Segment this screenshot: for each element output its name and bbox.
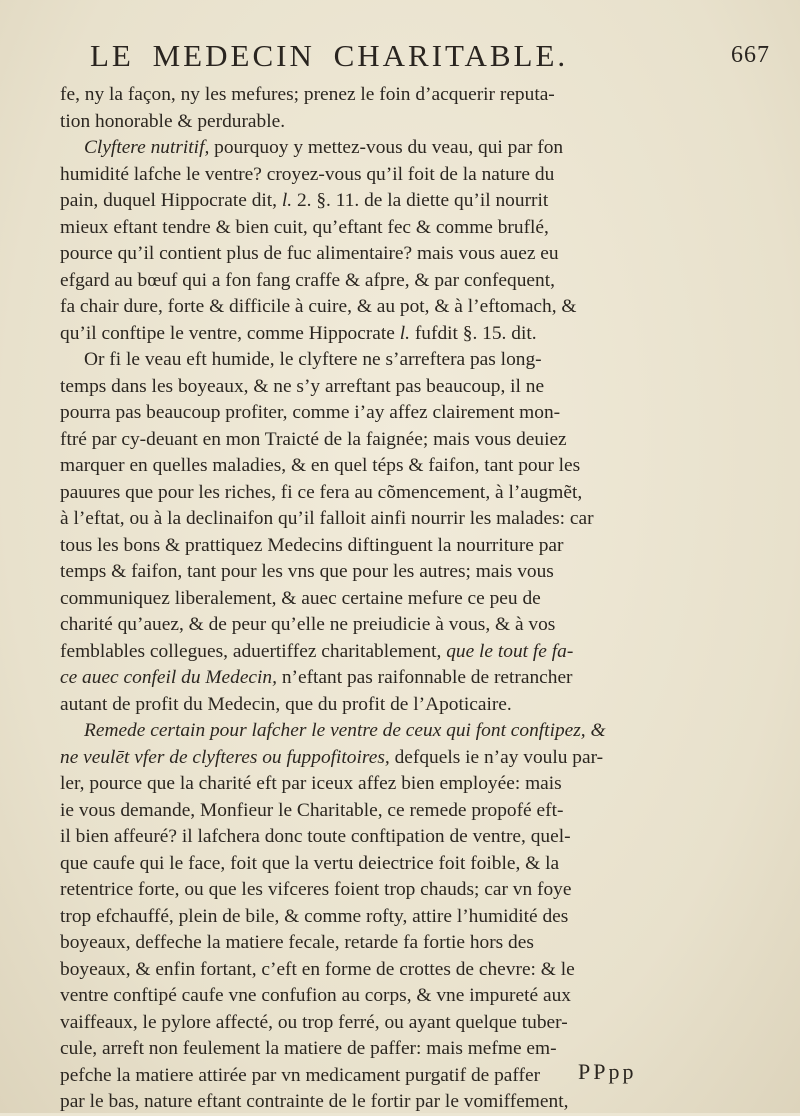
text-line [60, 241, 750, 268]
text-line [60, 851, 750, 878]
text-line [60, 374, 750, 401]
text-span: à l’eftat, ou à la declinaifon qu’il falloit ainfi nourrir les malades: car [60, 508, 594, 529]
text-span: autant de profit du Medecin, que du profit de l’Apoticaire. [60, 693, 512, 715]
text-span: par le bas, nature eftant contrainte de le fortir par le vomiffement, [60, 1091, 569, 1112]
text-line [60, 533, 750, 560]
text-line [60, 718, 750, 745]
text-span: communiquez liberalement, & auec certaine mefure ce peu de [60, 587, 541, 609]
text-line [60, 930, 750, 957]
text-span: fufdit §. 15. dit. [410, 322, 537, 344]
page-header [80, 38, 770, 78]
text-line [60, 188, 750, 215]
text-line [60, 427, 750, 454]
text-span: pauures que pour les riches, fi ce fera au cõmencement, à l’augmẽt, [60, 481, 583, 503]
text-line [60, 1063, 750, 1090]
text-line [60, 983, 750, 1010]
text-line [60, 1089, 750, 1116]
text-span: temps dans les boyeaux, & ne s’y arreftant pas beaucoup, il ne [60, 375, 545, 397]
text-line [60, 1036, 750, 1063]
text-span: efgard au bœuf qui a fon fang craffe & afpre, & par confequent, [60, 269, 555, 291]
italic-text-span: que le tout fe fa- [446, 640, 574, 662]
text-line [60, 824, 750, 851]
body-text [60, 82, 750, 1116]
italic-text-span: ce auec confeil du Medecin, [60, 667, 277, 688]
text-line [60, 1010, 750, 1037]
text-span: temps & faifon, tant pour les vns que pour les autres; mais vous [60, 561, 554, 582]
text-span: Or fi le veau eft humide, le clyftere ne s’arreftera pas long- [84, 349, 542, 370]
signature-mark: PPpp [578, 1059, 637, 1084]
text-line [60, 612, 750, 639]
text-span: tion honorable & perdurable. [60, 110, 286, 132]
text-line [60, 559, 750, 586]
text-span: ventre conftipé caufe vne confufion au corps, & vne impureté aux [60, 985, 571, 1006]
text-span: fe, ny la façon, ny les mefures; prenez le foin d’acquerir reputa- [60, 84, 555, 105]
text-line [60, 665, 750, 692]
text-line [60, 453, 750, 480]
italic-text-span: Remede certain pour lafcher le ventre de ceux qui font conftipez, & [84, 720, 606, 741]
italic-text-span: ne veulēt vfer de clyfteres ou fuppofitoires, [60, 746, 390, 768]
text-line [60, 692, 750, 719]
text-span: vaiffeaux, le pylore affecté, ou trop ferré, ou ayant quelque tuber- [60, 1011, 568, 1033]
text-line [60, 506, 750, 533]
text-span: boyeaux, & enfin fortant, c’eft en forme de crottes de chevre: & le [60, 958, 575, 980]
text-line [60, 347, 750, 374]
text-line [60, 904, 750, 931]
text-line [60, 82, 750, 109]
text-span: pource qu’il contient plus de fuc alimentaire? mais vous auez eu [60, 243, 559, 264]
text-line [60, 294, 750, 321]
text-span: pain, duquel Hippocrate dit, [60, 190, 282, 211]
text-span: pourquoy y mettez-vous du veau, qui par fon [209, 137, 564, 158]
text-line [60, 215, 750, 242]
text-span: ie vous demande, Monfieur le Charitable, ce remede propofé eft- [60, 799, 564, 821]
text-span: pourra pas beaucoup profiter, comme i’ay affez clairement mon- [60, 402, 561, 423]
text-line [60, 771, 750, 798]
text-span: 2. §. 11. de la diette qu’il nourrit [292, 190, 549, 211]
text-line [60, 745, 750, 772]
text-span: humidité lafche le ventre? croyez-vous qu’il foit de la nature du [60, 163, 555, 185]
text-span: femblables collegues, aduertiffez charitablement, [60, 640, 447, 662]
text-span: qu’il conftipe le ventre, comme Hippocrate [60, 322, 400, 344]
text-line [60, 135, 750, 162]
text-span: defquels ie n’ay voulu par- [389, 746, 604, 768]
text-line [60, 400, 750, 427]
italic-text-span: Clyftere nutritif, [84, 137, 210, 158]
page-number: 667 [731, 42, 770, 68]
italic-text-span: l. [399, 322, 410, 344]
text-line [60, 109, 750, 136]
text-span: mieux eftant tendre & bien cuit, qu’eftant fec & comme bruflé, [60, 216, 549, 238]
text-span: il bien affeuré? il lafchera donc toute conftipation de ventre, quel- [60, 826, 571, 847]
text-span: cule, arreft non feulement la matiere de paffer: mais mefme em- [60, 1038, 557, 1059]
text-line [60, 268, 750, 295]
text-line [60, 798, 750, 825]
text-span: marquer en quelles maladies, & en quel téps & faifon, tant pour les [60, 455, 581, 476]
text-span: que caufe qui le face, foit que la vertu deiectrice foit foible, & la [60, 852, 560, 874]
text-line [60, 162, 750, 189]
text-span: boyeaux, deffeche la matiere fecale, retarde fa fortie hors des [60, 932, 534, 953]
text-span: charité qu’auez, & de peur qu’elle ne preiudicie à vous, & à vos [60, 614, 556, 635]
running-title: LE MEDECIN CHARITABLE. [90, 38, 569, 73]
text-span: n’eftant pas raifonnable de retrancher [276, 667, 573, 688]
text-span: trop efchauffé, plein de bile, & comme rofty, attire l’humidité des [60, 905, 569, 927]
text-span: tous les bons & prattiquez Medecins diftinguent la nourriture par [60, 534, 564, 556]
italic-text-span: l. [281, 190, 293, 211]
text-line [60, 877, 750, 904]
text-span: retentrice forte, ou que les vifceres foient trop chauds; car vn foye [60, 879, 572, 900]
text-line [60, 639, 750, 666]
text-line [60, 957, 750, 984]
text-line [60, 321, 750, 348]
text-span: ftré par cy-deuant en mon Traicté de la faignée; mais vous deuiez [60, 428, 567, 450]
text-span: pefche la matiere attirée par vn medicament purgatif de paffer [60, 1064, 541, 1086]
text-span: fa chair dure, forte & difficile à cuire, & au pot, & à l’eftomach, & [60, 296, 577, 317]
text-span: ler, pource que la charité eft par iceux affez bien employée: mais [60, 773, 562, 794]
text-line [60, 480, 750, 507]
text-line [60, 586, 750, 613]
